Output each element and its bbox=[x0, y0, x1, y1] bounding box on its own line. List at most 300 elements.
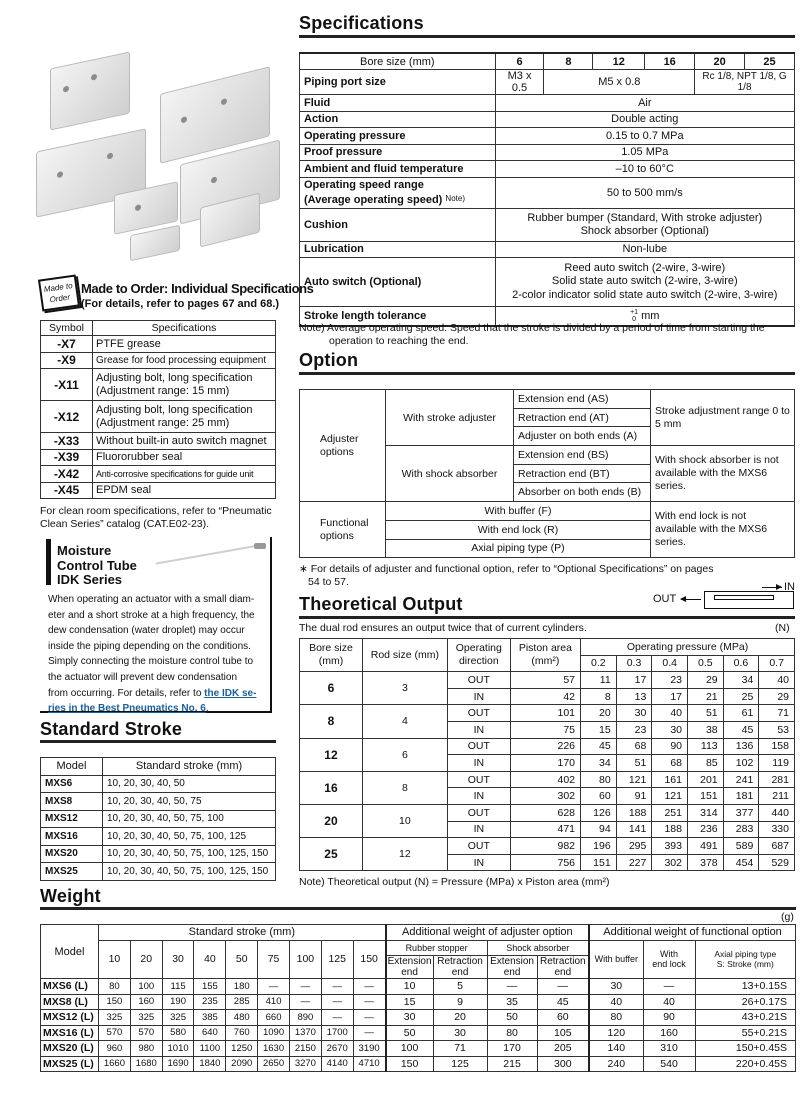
mto-row bbox=[41, 352, 276, 369]
output-value: 151 bbox=[688, 788, 724, 805]
weight-std: 3270 bbox=[289, 1056, 321, 1072]
weight-std: — bbox=[289, 979, 321, 995]
option-item: Extension end (BS) bbox=[514, 446, 651, 465]
stroke-adjuster: With stroke adjuster bbox=[386, 390, 514, 446]
pressure-header: 0.2 bbox=[581, 655, 617, 672]
weight-adj: 150 bbox=[386, 1056, 433, 1072]
weight-adj: 5 bbox=[433, 979, 487, 995]
output-value: 90 bbox=[652, 738, 688, 755]
weight-std: 190 bbox=[162, 994, 194, 1010]
output-value: 378 bbox=[688, 854, 724, 871]
option-item: Adjuster on both ends (A) bbox=[514, 427, 651, 446]
spec-line: Reed auto switch (2-wire, 3-wire) bbox=[564, 261, 726, 274]
mto-desc-line: (Adjustment range: 15 mm) bbox=[96, 384, 230, 397]
weight-func: 240 bbox=[589, 1056, 643, 1072]
weight-std: 100 bbox=[130, 979, 162, 995]
spec-line: Rubber bumper (Standard, With stroke adjuster) bbox=[527, 211, 763, 224]
option-item: Retraction end (BT) bbox=[514, 464, 651, 483]
mto-symbol: -X9 bbox=[41, 352, 93, 369]
weight-h-axial-line: S: Stroke (mm) bbox=[716, 959, 774, 970]
weight-func: 43+0.21S bbox=[695, 1010, 795, 1026]
weight-std: 3190 bbox=[353, 1041, 386, 1057]
specs-title-rule bbox=[299, 35, 795, 38]
output-bore: 20 bbox=[300, 804, 363, 837]
shock-absorber: With shock absorber bbox=[386, 446, 514, 502]
output-value: 393 bbox=[652, 838, 688, 855]
output-value: 53 bbox=[759, 721, 795, 738]
mto-desc: Fluororubber seal bbox=[93, 449, 276, 466]
output-value: 38 bbox=[688, 721, 724, 738]
weight-std: 1250 bbox=[226, 1041, 258, 1057]
option-note: Stroke adjustment range 0 to 5 mm bbox=[651, 390, 795, 446]
specs-table bbox=[299, 52, 795, 327]
weight-func: 90 bbox=[643, 1010, 695, 1026]
weight-title: Weight bbox=[40, 886, 101, 906]
output-value: 201 bbox=[688, 771, 724, 788]
h-rod: Rod size (mm) bbox=[362, 639, 447, 672]
weight-h-shock: Shock absorber bbox=[487, 940, 589, 956]
weight-model: MXS12 (L) bbox=[41, 1010, 99, 1026]
weight-std: 2150 bbox=[289, 1041, 321, 1057]
spec-label bbox=[300, 177, 496, 208]
mto-row bbox=[41, 466, 276, 483]
output-rod: 6 bbox=[362, 738, 447, 771]
spec-label: Fluid bbox=[300, 95, 496, 112]
weight-func: 40 bbox=[643, 994, 695, 1010]
output-row bbox=[300, 672, 795, 689]
weight-std: 1090 bbox=[258, 1025, 290, 1041]
spec-value bbox=[495, 208, 794, 241]
output-value: 136 bbox=[723, 738, 759, 755]
idk-line: the actuator will prevent dew condensation bbox=[48, 671, 238, 683]
mto-row bbox=[41, 433, 276, 450]
spec-row bbox=[300, 95, 795, 112]
weight-title-rule bbox=[40, 907, 796, 910]
output-direction: IN bbox=[447, 721, 510, 738]
weight-std: 1660 bbox=[99, 1056, 131, 1072]
weight-std: 1370 bbox=[289, 1025, 321, 1041]
idk-link[interactable]: ries in the Best Pneumatics No. 6 bbox=[48, 703, 206, 715]
output-area: 226 bbox=[510, 738, 580, 755]
mto-symbol: -X33 bbox=[41, 433, 93, 450]
weight-h-ret: Retraction end bbox=[433, 956, 487, 979]
weight-func: 310 bbox=[643, 1041, 695, 1057]
output-value: 30 bbox=[652, 721, 688, 738]
weight-std: 325 bbox=[130, 1010, 162, 1026]
specs-note-line: Note) Average operating speed: Speed that the stroke is divided by a period of time from starting the bbox=[299, 322, 765, 334]
output-area: 628 bbox=[510, 804, 580, 821]
spec-line: Solid state auto switch (2-wire, 3-wire) bbox=[551, 275, 738, 288]
spec-value: 50 to 500 mm/s bbox=[495, 177, 794, 208]
mto-header-row bbox=[41, 321, 276, 336]
output-area: 302 bbox=[510, 788, 580, 805]
weight-row bbox=[41, 1056, 796, 1072]
output-value: 529 bbox=[759, 854, 795, 871]
pressure-header: 0.7 bbox=[759, 655, 795, 672]
tube-image bbox=[156, 544, 267, 577]
output-value: 241 bbox=[723, 771, 759, 788]
stroke-row bbox=[41, 845, 276, 863]
spec-row bbox=[300, 70, 795, 95]
spec-row bbox=[300, 111, 795, 128]
weight-adj: 60 bbox=[537, 1010, 589, 1026]
weight-h-func: Additional weight of functional option bbox=[589, 925, 795, 941]
weight-adj: 50 bbox=[386, 1025, 433, 1041]
option-table bbox=[299, 389, 795, 558]
clean-room-note bbox=[40, 505, 280, 531]
weight-std: — bbox=[353, 979, 386, 995]
output-bore: 12 bbox=[300, 738, 363, 771]
weight-model: MXS25 (L) bbox=[41, 1056, 99, 1072]
spec-label: Auto switch (Optional) bbox=[300, 258, 496, 307]
weight-adj: 20 bbox=[433, 1010, 487, 1026]
idk-box bbox=[40, 537, 272, 713]
weight-adj: 9 bbox=[433, 994, 487, 1010]
spec-row bbox=[300, 177, 795, 208]
spec-label: Ambient and fluid temperature bbox=[300, 161, 496, 178]
mto-row bbox=[41, 336, 276, 353]
idk-line bbox=[48, 686, 270, 702]
badge-line: Made to bbox=[43, 281, 74, 295]
spec-value: –10 to 60°C bbox=[495, 161, 794, 178]
weight-adj: 15 bbox=[386, 994, 433, 1010]
pressure-header: 0.4 bbox=[652, 655, 688, 672]
output-direction: OUT bbox=[447, 705, 510, 722]
spec-label: Action bbox=[300, 111, 496, 128]
weight-std: 2090 bbox=[226, 1056, 258, 1072]
mto-h-spec: Specifications bbox=[93, 321, 276, 336]
weight-adj: 50 bbox=[487, 1010, 537, 1026]
weight-stroke-header: 30 bbox=[162, 940, 194, 979]
stroke-row bbox=[41, 863, 276, 881]
option-item: With buffer (F) bbox=[386, 502, 651, 521]
mto-symbol: -X7 bbox=[41, 336, 93, 353]
idk-line: eter and a short stroke at a high frequency, the bbox=[48, 609, 255, 621]
output-value: 330 bbox=[759, 821, 795, 838]
output-row bbox=[300, 771, 795, 788]
weight-row bbox=[41, 1041, 796, 1057]
weight-std: 325 bbox=[99, 1010, 131, 1026]
output-direction: IN bbox=[447, 854, 510, 871]
output-value: 158 bbox=[759, 738, 795, 755]
mto-h-symbol: Symbol bbox=[41, 321, 93, 336]
h-press: Operating pressure (MPa) bbox=[581, 639, 795, 656]
weight-func: 540 bbox=[643, 1056, 695, 1072]
option-item: Absorber on both ends (B) bbox=[514, 483, 651, 502]
stroke-title-rule bbox=[40, 740, 276, 743]
weight-adj: 105 bbox=[537, 1025, 589, 1041]
idk-link[interactable]: the IDK se- bbox=[204, 687, 257, 699]
pressure-header: 0.3 bbox=[616, 655, 652, 672]
spec-value: Rc 1/8, NPT 1/8, G 1/8 bbox=[695, 70, 795, 95]
weight-std: — bbox=[321, 979, 353, 995]
mto-desc: EPDM seal bbox=[93, 482, 276, 499]
weight-table bbox=[40, 924, 796, 1072]
output-direction: IN bbox=[447, 821, 510, 838]
option-footnote-line: ∗ For details of adjuster and functional option, refer to “Optional Specifications” on pages bbox=[299, 563, 714, 575]
weight-unit: (g) bbox=[781, 911, 794, 923]
h-area bbox=[510, 639, 580, 672]
weight-std: — bbox=[321, 1010, 353, 1026]
spec-label-text: (Average operating speed) bbox=[304, 193, 443, 206]
mto-symbol: -X42 bbox=[41, 466, 93, 483]
output-value: 40 bbox=[759, 672, 795, 689]
weight-h-ext: Extension end bbox=[387, 956, 432, 978]
output-value: 188 bbox=[652, 821, 688, 838]
output-value: 126 bbox=[581, 804, 617, 821]
weight-std: 2670 bbox=[321, 1041, 353, 1057]
weight-h-ret: Retraction end bbox=[537, 956, 589, 979]
output-value: 30 bbox=[616, 705, 652, 722]
weight-func: 220+0.45S bbox=[695, 1056, 795, 1072]
out-arrowhead-icon bbox=[680, 596, 686, 602]
stroke-values: 10, 20, 30, 40, 50, 75, 100, 125, 150 bbox=[103, 863, 276, 881]
mto-desc-line: Adjusting bolt, long specification bbox=[96, 371, 253, 384]
output-value: 60 bbox=[581, 788, 617, 805]
weight-std: 580 bbox=[162, 1025, 194, 1041]
mto-desc: PTFE grease bbox=[93, 336, 276, 353]
output-value: 687 bbox=[759, 838, 795, 855]
output-area: 982 bbox=[510, 838, 580, 855]
spec-value: 1.05 MPa bbox=[495, 144, 794, 161]
weight-func: 150+0.45S bbox=[695, 1041, 795, 1057]
spec-value: Double acting bbox=[495, 111, 794, 128]
output-value: 121 bbox=[652, 788, 688, 805]
spec-label: Proof pressure bbox=[300, 144, 496, 161]
output-value: 45 bbox=[723, 721, 759, 738]
idk-line: dew condensation (water droplet) may occur bbox=[48, 625, 245, 637]
output-direction: OUT bbox=[447, 838, 510, 855]
output-direction: IN bbox=[447, 688, 510, 705]
weight-std: 4710 bbox=[353, 1056, 386, 1072]
spec-label-line: Operating speed range bbox=[304, 178, 424, 191]
output-value: 80 bbox=[581, 771, 617, 788]
idk-title-line: Moisture bbox=[57, 543, 112, 558]
output-rod: 3 bbox=[362, 672, 447, 705]
spec-label-line bbox=[304, 192, 491, 207]
spec-value bbox=[495, 258, 794, 307]
spec-label: Operating pressure bbox=[300, 128, 496, 145]
weight-stroke-header: 100 bbox=[289, 940, 321, 979]
weight-adj: 10 bbox=[386, 979, 433, 995]
weight-std: — bbox=[258, 979, 290, 995]
weight-func: 160 bbox=[643, 1025, 695, 1041]
weight-h-lock bbox=[643, 940, 695, 979]
spec-row bbox=[300, 144, 795, 161]
in-arrowhead-icon bbox=[776, 584, 782, 590]
output-value: 302 bbox=[652, 854, 688, 871]
mto-symbol: -X12 bbox=[41, 401, 93, 433]
mto-desc-line: Adjusting bolt, long specification bbox=[96, 403, 253, 416]
weight-adj: 45 bbox=[537, 994, 589, 1010]
output-value: 23 bbox=[652, 672, 688, 689]
weight-std: 570 bbox=[130, 1025, 162, 1041]
weight-header-row2 bbox=[41, 940, 796, 956]
output-subtitle: The dual rod ensures an output twice that of current cylinders. bbox=[299, 622, 587, 634]
output-value: 377 bbox=[723, 804, 759, 821]
weight-adj: 125 bbox=[433, 1056, 487, 1072]
output-title: Theoretical Output bbox=[299, 594, 463, 614]
output-value: 17 bbox=[616, 672, 652, 689]
bore-cell: 6 bbox=[495, 53, 544, 70]
weight-std: 1700 bbox=[321, 1025, 353, 1041]
output-value: 68 bbox=[652, 755, 688, 772]
output-bore: 25 bbox=[300, 838, 363, 871]
output-value: 181 bbox=[723, 788, 759, 805]
option-row bbox=[300, 390, 795, 409]
weight-adj: — bbox=[487, 979, 537, 995]
output-value: 23 bbox=[616, 721, 652, 738]
stroke-values: 10, 20, 30, 40, 50 bbox=[103, 775, 276, 793]
weight-std: 1690 bbox=[162, 1056, 194, 1072]
weight-std: — bbox=[289, 994, 321, 1010]
output-direction: OUT bbox=[447, 738, 510, 755]
spec-value: Air bbox=[495, 95, 794, 112]
output-value: 68 bbox=[616, 738, 652, 755]
tol-unit: mm bbox=[641, 309, 660, 322]
bore-label: Bore size (mm) bbox=[300, 53, 496, 70]
weight-std: 235 bbox=[194, 994, 226, 1010]
mto-desc: Grease for food processing equipment bbox=[93, 352, 276, 369]
pressure-header: 0.6 bbox=[723, 655, 759, 672]
weight-stroke-header: 20 bbox=[130, 940, 162, 979]
spec-value: Non-lube bbox=[495, 241, 794, 258]
output-area: 756 bbox=[510, 854, 580, 871]
output-direction: IN bbox=[447, 788, 510, 805]
output-header-row bbox=[300, 639, 795, 656]
idk-title bbox=[57, 544, 137, 588]
weight-std: 115 bbox=[162, 979, 194, 995]
spec-label: Lubrication bbox=[300, 241, 496, 258]
output-area: 101 bbox=[510, 705, 580, 722]
weight-std: 890 bbox=[289, 1010, 321, 1026]
weight-h-ext: Extension end bbox=[487, 956, 537, 979]
weight-std: 1010 bbox=[162, 1041, 194, 1057]
mto-desc: Anti-corrosive specifications for guide unit bbox=[93, 466, 276, 483]
output-value: 314 bbox=[688, 804, 724, 821]
option-note: With shock absorber is not available with the MXS6 series. bbox=[651, 446, 795, 502]
weight-adj: 300 bbox=[537, 1056, 589, 1072]
output-value: 8 bbox=[581, 688, 617, 705]
option-footnote-line: 54 to 57. bbox=[308, 576, 349, 588]
bore-cell: 16 bbox=[645, 53, 695, 70]
weight-std: 1100 bbox=[194, 1041, 226, 1057]
output-value: 102 bbox=[723, 755, 759, 772]
weight-std: 640 bbox=[194, 1025, 226, 1041]
mto-desc bbox=[93, 369, 276, 401]
output-bore: 6 bbox=[300, 672, 363, 705]
weight-std: 160 bbox=[130, 994, 162, 1010]
output-rod: 10 bbox=[362, 804, 447, 837]
spec-value: M3 x 0.5 bbox=[495, 70, 544, 95]
output-value: 40 bbox=[652, 705, 688, 722]
weight-row bbox=[41, 994, 796, 1010]
cylinder-rod bbox=[714, 595, 774, 600]
bore-cell: 20 bbox=[695, 53, 745, 70]
output-value: 141 bbox=[616, 821, 652, 838]
weight-model: MXS8 (L) bbox=[41, 994, 99, 1010]
diagram-in-label: IN bbox=[784, 581, 795, 593]
weight-std: 1680 bbox=[130, 1056, 162, 1072]
option-item: With end lock (R) bbox=[386, 520, 651, 539]
idk-title-line: IDK Series bbox=[57, 572, 123, 587]
spec-row bbox=[300, 241, 795, 258]
stroke-row bbox=[41, 793, 276, 811]
h-dir: Operating direction bbox=[447, 639, 510, 672]
spec-row bbox=[300, 258, 795, 307]
output-value: 119 bbox=[759, 755, 795, 772]
weight-model: MXS6 (L) bbox=[41, 979, 99, 995]
weight-std: — bbox=[353, 1025, 386, 1041]
mto-symbol: -X11 bbox=[41, 369, 93, 401]
output-direction: OUT bbox=[447, 771, 510, 788]
weight-adj: 30 bbox=[433, 1025, 487, 1041]
mto-desc bbox=[93, 401, 276, 433]
cylinder-body bbox=[704, 591, 794, 609]
option-row bbox=[300, 502, 795, 521]
weight-adj: 80 bbox=[487, 1025, 537, 1041]
output-value: 15 bbox=[581, 721, 617, 738]
output-value: 295 bbox=[616, 838, 652, 855]
output-row bbox=[300, 738, 795, 755]
output-value: 196 bbox=[581, 838, 617, 855]
stroke-header-row bbox=[41, 758, 276, 776]
output-value: 71 bbox=[759, 705, 795, 722]
product-photo bbox=[30, 40, 294, 260]
output-area: 75 bbox=[510, 721, 580, 738]
output-value: 251 bbox=[652, 804, 688, 821]
output-row bbox=[300, 705, 795, 722]
stroke-model: MXS20 bbox=[41, 845, 103, 863]
weight-std: 385 bbox=[194, 1010, 226, 1026]
idk-line: inside the piping depending on the conditions. bbox=[48, 640, 251, 652]
output-bore: 8 bbox=[300, 705, 363, 738]
tol-sub: 0 bbox=[632, 315, 637, 323]
option-note: With end lock is not available with the MXS6 series. bbox=[651, 502, 795, 558]
output-unit: (N) bbox=[775, 622, 790, 634]
weight-stroke-header: 75 bbox=[258, 940, 290, 979]
output-area: 471 bbox=[510, 821, 580, 838]
mto-symbol: -X45 bbox=[41, 482, 93, 499]
weight-func: 140 bbox=[589, 1041, 643, 1057]
weight-std: 570 bbox=[99, 1025, 131, 1041]
output-table bbox=[299, 638, 795, 871]
stroke-values: 10, 20, 30, 40, 50, 75, 100, 125 bbox=[103, 828, 276, 846]
option-item: Axial piping type (P) bbox=[386, 539, 651, 558]
weight-stroke-header: 125 bbox=[321, 940, 353, 979]
output-value: 25 bbox=[723, 688, 759, 705]
stroke-model: MXS12 bbox=[41, 810, 103, 828]
output-value: 51 bbox=[616, 755, 652, 772]
option-title-rule bbox=[299, 372, 795, 375]
output-value: 61 bbox=[723, 705, 759, 722]
weight-func: 80 bbox=[589, 1010, 643, 1026]
stroke-title: Standard Stroke bbox=[40, 719, 183, 739]
spec-line: 2-color indicator solid state auto switch (2-wire, 3-wire) bbox=[512, 288, 778, 301]
output-area: 57 bbox=[510, 672, 580, 689]
weight-std: 660 bbox=[258, 1010, 290, 1026]
stroke-h-stroke: Standard stroke (mm) bbox=[103, 758, 276, 776]
spec-label: Stroke length tolerance bbox=[300, 307, 496, 326]
weight-std: 480 bbox=[226, 1010, 258, 1026]
weight-header-row bbox=[41, 925, 796, 941]
output-bore: 16 bbox=[300, 771, 363, 804]
idk-body bbox=[48, 592, 270, 717]
weight-adj: 215 bbox=[487, 1056, 537, 1072]
weight-row bbox=[41, 1025, 796, 1041]
stroke-table bbox=[40, 757, 276, 881]
weight-h-std: Standard stroke (mm) bbox=[99, 925, 386, 941]
